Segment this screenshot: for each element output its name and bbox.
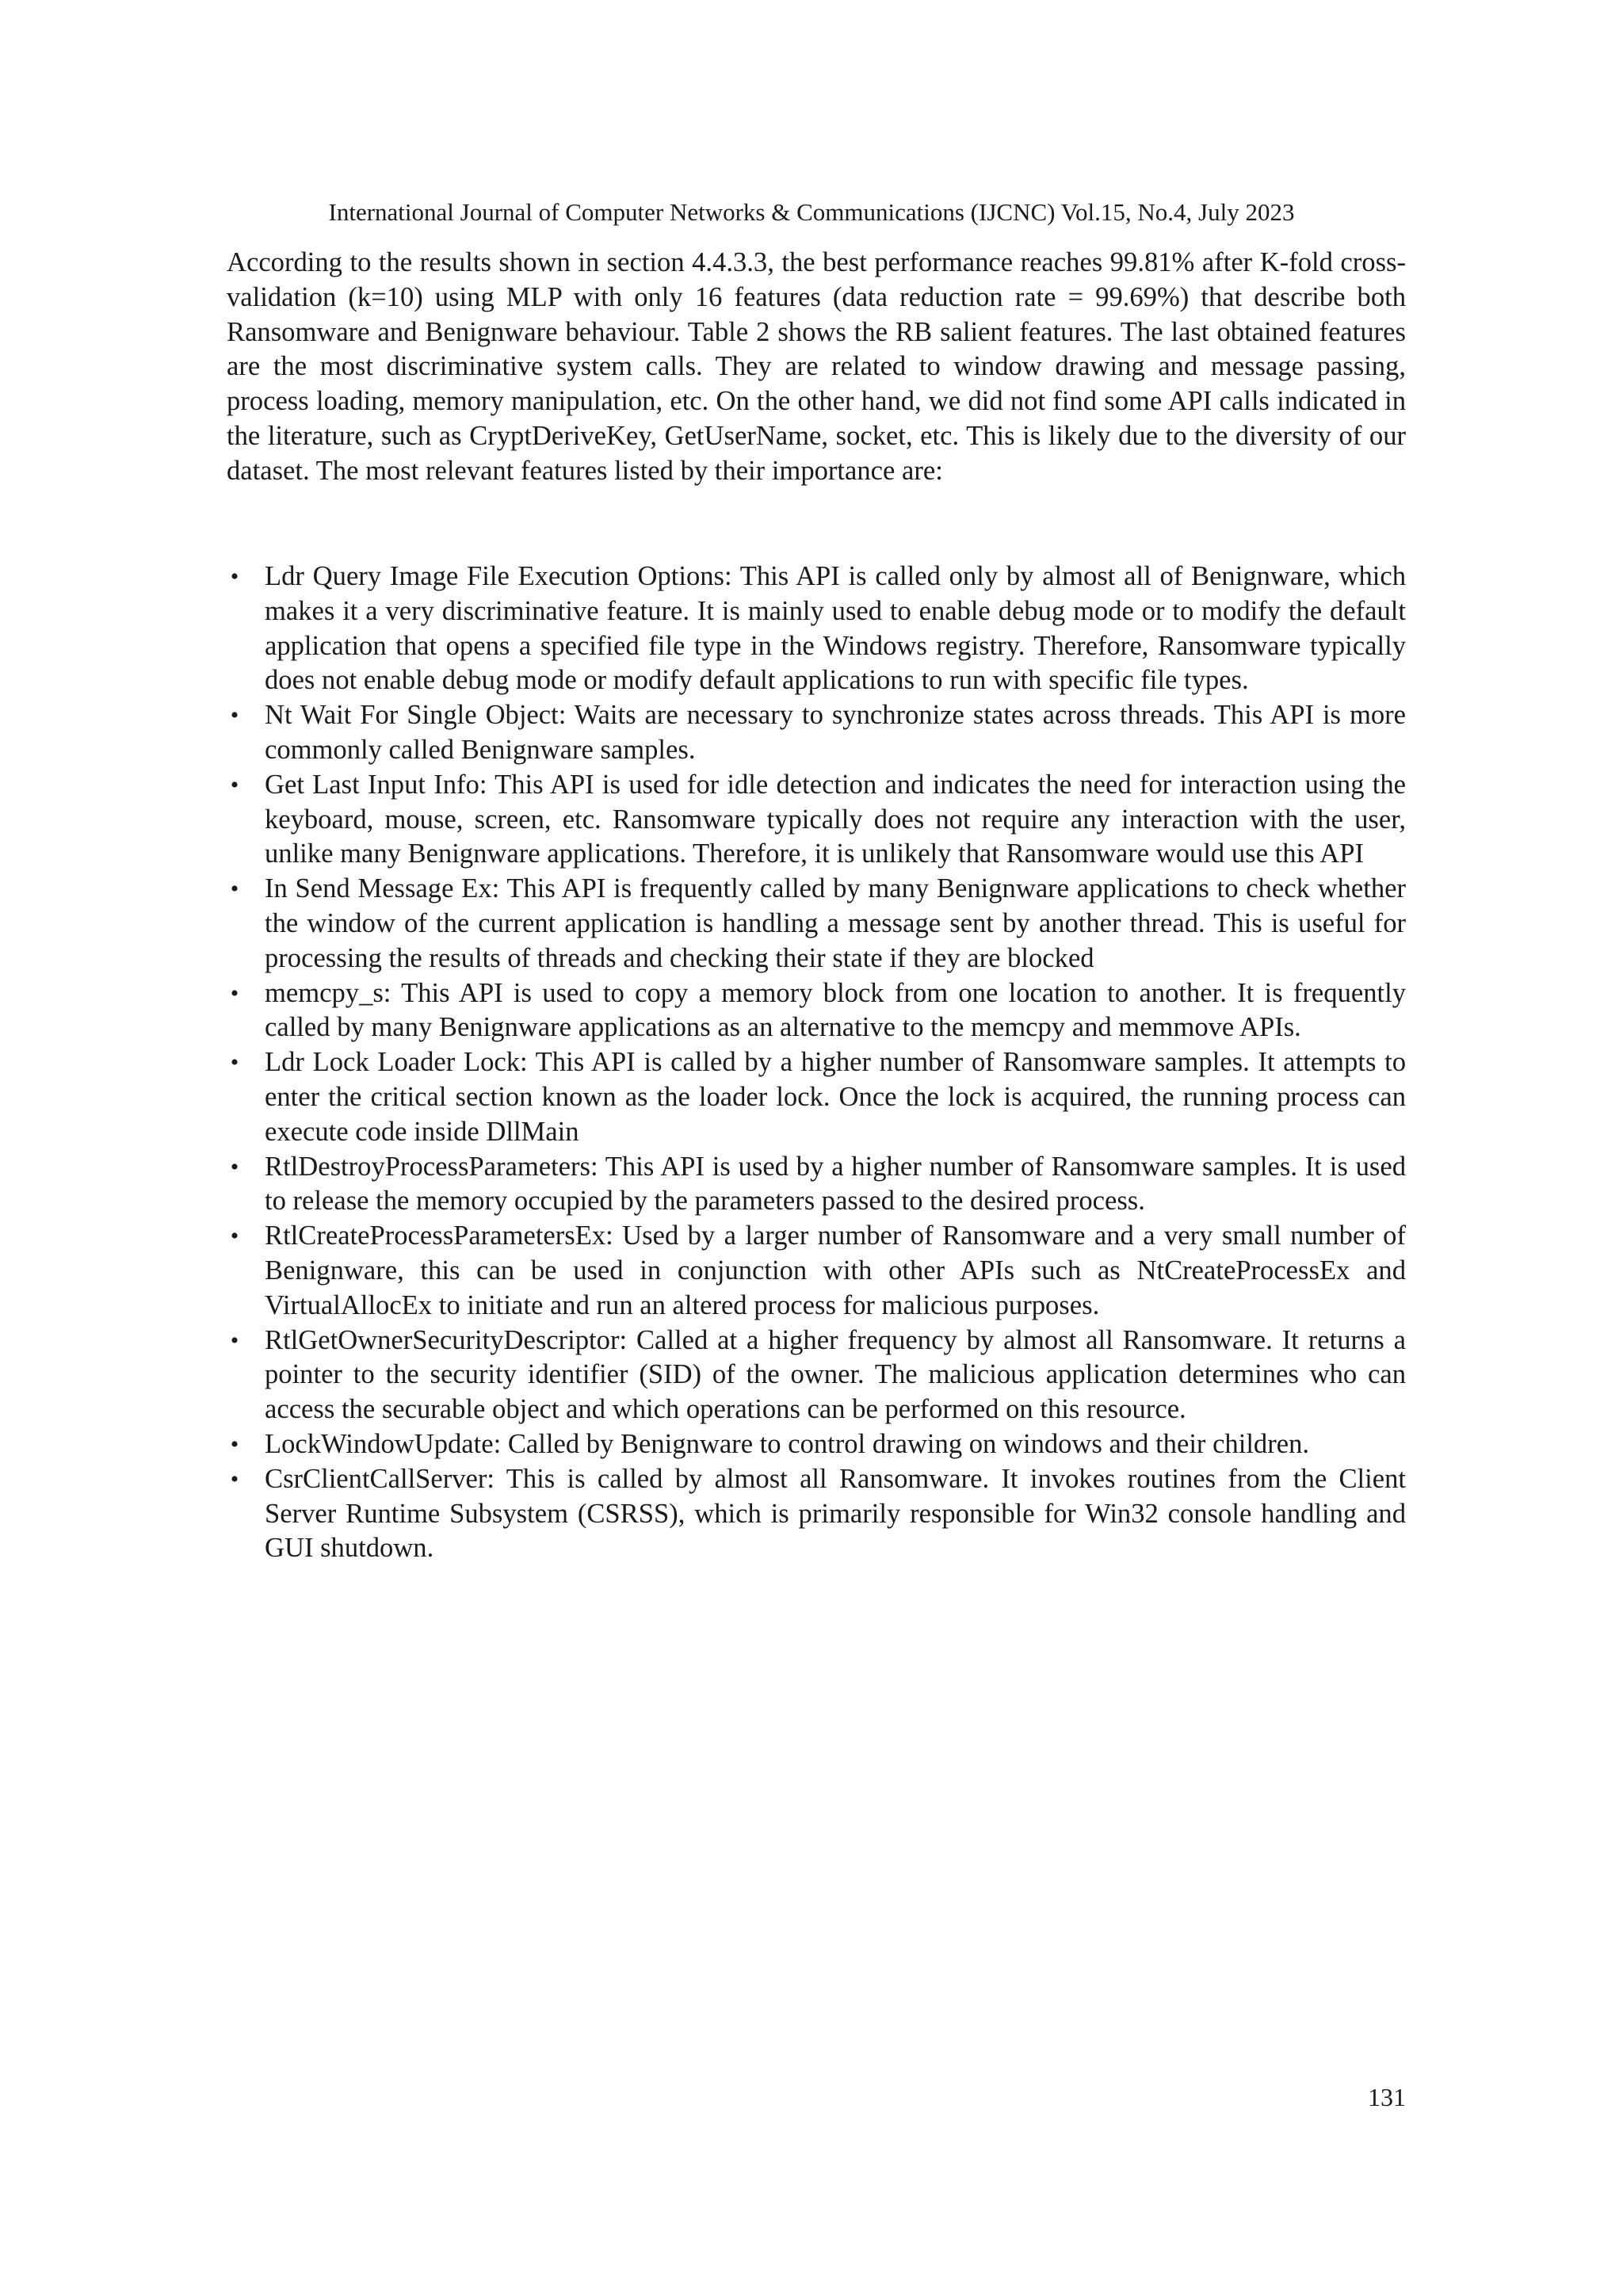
list-item: [227, 768, 1406, 872]
bullet-icon: •: [230, 876, 239, 903]
list-item: [227, 1462, 1406, 1566]
list-item-text: memcpy_s: This API is used to copy a memory block from one location to another. It is frequently called by many Benignware applications as an alternative to the memcpy and memmove APIs.: [265, 977, 1406, 1043]
list-item-text: LockWindowUpdate: Called by Benignware to control drawing on windows and their children.: [265, 1428, 1310, 1459]
list-item-text: RtlCreateProcessParametersEx: Used by a larger number of Ransomware and a very small number of Benignware, this can be used in conjunction with other APIs such as NtCreateProcessEx and VirtualAllocEx to initiate and run an altered process for malicious purposes.: [265, 1221, 1406, 1320]
bullet-icon: •: [230, 1049, 239, 1076]
list-item: [227, 1427, 1406, 1462]
list-item: [227, 976, 1406, 1046]
bullet-icon: •: [230, 702, 239, 729]
list-item-text: Get Last Input Info: This API is used for idle detection and indicates the need for interaction using the keyboard, mouse, screen, etc. Ransomware typically does not require any interaction with the user, unlike many Benignware applications. Therefore, it is unlikely that Ransomware would use this API: [265, 769, 1406, 869]
list-item: [227, 1150, 1406, 1220]
running-header: International Journal of Computer Networks & Communications (IJCNC) Vol.15, No.4, July 2023: [328, 198, 1295, 226]
list-item-text: CsrClientCallServer: This is called by almost all Ransomware. It invokes routines from the Client Server Runtime Subsystem (CSRSS), which is primarily responsible for Win32 console handling and GUI shutdown.: [265, 1463, 1406, 1564]
list-item: [227, 698, 1406, 768]
intro-paragraph: According to the results shown in section 4.4.3.3, the best performance reaches 99.81% after K-fold cross-validation (k=10) using MLP with only 16 features (data reduction rate = 99.69%) that describe both Ransomware and Benignware behaviour. Table 2 shows the RB salient features. The last obtained features are the most discriminative system calls. They are related to window drawing and message passing, process loading, memory manipulation, etc. On the other hand, we did not find some API calls indicated in the literature, such as CryptDeriveKey, GetUserName, socket, etc. This is likely due to the diversity of our dataset. The most relevant features listed by their importance are:: [227, 247, 1406, 486]
bullet-icon: •: [230, 1431, 239, 1457]
bullet-icon: •: [230, 1223, 239, 1250]
body-text: [227, 246, 1406, 489]
list-item: [227, 872, 1406, 976]
bullet-icon: •: [230, 771, 239, 798]
list-item-text: Ldr Lock Loader Lock: This API is called by a higher number of Ransomware samples. It attempts to enter the critical section known as the loader lock. Once the lock is acquired, the running process can execute code inside DllMain: [265, 1047, 1406, 1147]
list-item: [227, 1045, 1406, 1149]
feature-list: [227, 560, 1406, 1566]
bullet-icon: •: [230, 980, 239, 1007]
bullet-icon: •: [230, 1465, 239, 1492]
bullet-icon: •: [230, 1153, 239, 1180]
list-item-text: RtlDestroyProcessParameters: This API is used by a higher number of Ransomware samples. It is used to release the memory occupied by the parameters passed to the desired process.: [265, 1151, 1406, 1217]
list-item-text: RtlGetOwnerSecurityDescriptor: Called at a higher frequency by almost all Ransomware. It returns a pointer to the security identifier (SID) of the owner. The malicious application determines who can access the securable object and which operations can be performed on this resource.: [265, 1324, 1406, 1425]
list-item-text: Nt Wait For Single Object: Waits are necessary to synchronize states across threads. This API is more commonly called Benignware samples.: [265, 700, 1406, 765]
bullet-icon: •: [230, 563, 239, 590]
page-number: 131: [1368, 2083, 1406, 2111]
list-item-text: Ldr Query Image File Execution Options: This API is called only by almost all of Benignware, which makes it a very discriminative feature. It is mainly used to enable debug mode or to modify the default application that opens a specified file type in the Windows registry. Therefore, Ransomware typically does not enable debug mode or modify default applications to run with specific file types.: [265, 561, 1406, 696]
list-item-text: In Send Message Ex: This API is frequently called by many Benignware applications to check whether the window of the current application is handling a message sent by another thread. This is useful for processing the results of threads and checking their state if they are blocked: [265, 873, 1406, 973]
bullet-icon: •: [230, 1327, 239, 1354]
list-item: [227, 1324, 1406, 1427]
list-item: [227, 560, 1406, 698]
list-item: [227, 1219, 1406, 1323]
